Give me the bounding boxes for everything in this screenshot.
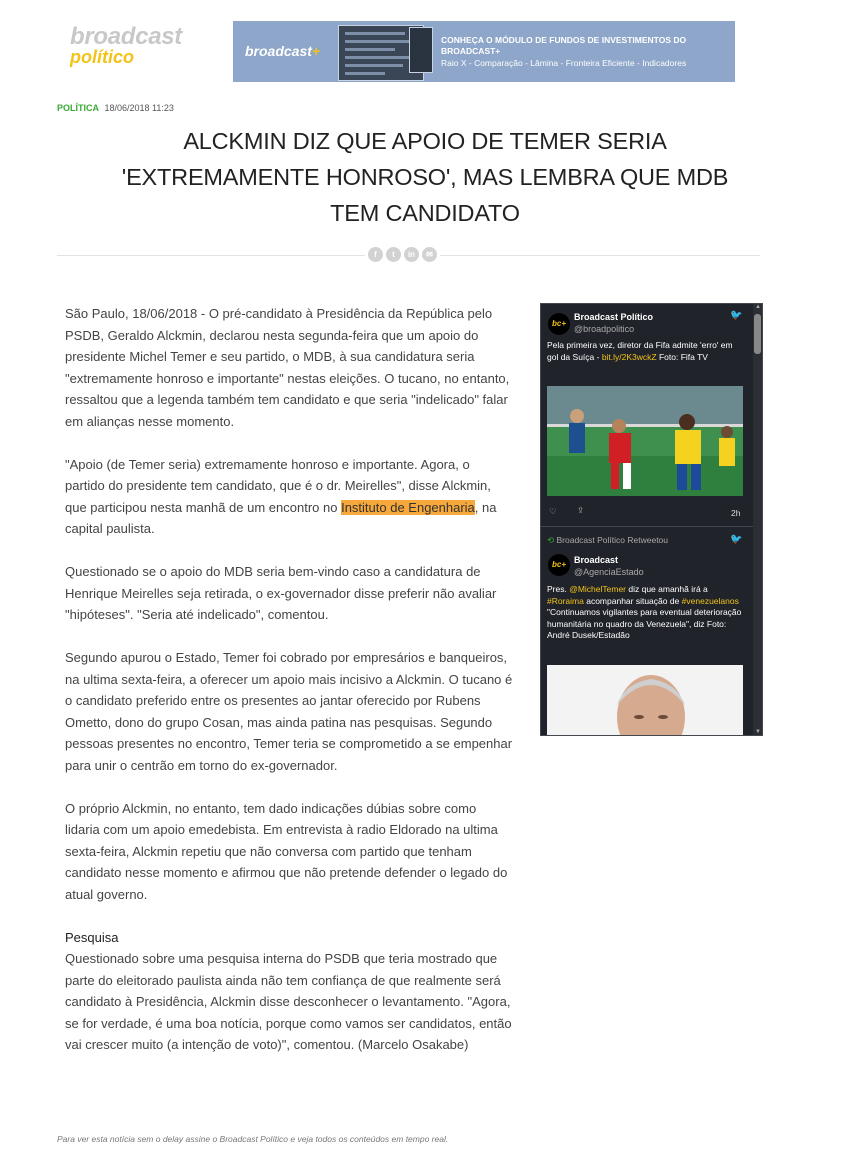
broadcast-politico-logo[interactable] xyxy=(70,23,200,67)
retweet-icon: ⟲ xyxy=(547,535,555,545)
avatar[interactable]: bc+ xyxy=(548,313,570,335)
banner-brand: broadcast+ xyxy=(245,43,321,59)
soccer-photo-image xyxy=(547,386,743,496)
share-icon[interactable]: ⇪ xyxy=(577,505,585,515)
article-title: ALCKMIN DIZ QUE APOIO DE TEMER SERIA 'EXTREMAMENTE HONROSO', MAS LEMBRA QUE MDB TEM CANDIDATO xyxy=(121,128,729,226)
logo-line1: broadcast xyxy=(70,23,183,50)
paragraph-6: Questionado sobre uma pesquisa interna do PSDB que teria mostrado que parte do eleitorado paulista ainda não tem confiança de que realmente será candidato à Presidência, Alckmin disse desconhecer o levantamento. "Agora, se for verdade, é uma boa notícia, porque como vamos ser candidatos, então vai crescer muito (a intenção de voto)", comentou. (Marcelo Osakabe) xyxy=(65,951,512,1052)
tweet-photo[interactable] xyxy=(547,665,743,736)
hashtag-link[interactable]: #Roraima xyxy=(547,595,584,606)
paragraph-2: "Apoio (de Temer seria) extremamente honroso e importante. Agora, o partido do presidente tem candidato, que é o dr. Meirelles", disse Alckmin, que participou nesta manhã de um encontro no Instituto de Engenharia, na capital paulista. xyxy=(65,456,497,536)
paragraph-4: Segundo apurou o Estado, Temer foi cobrado por empresários e banqueiros, na ultima sexta-feira, a oferecer um apoio mais incisivo a Alckmin. O tucano é o candidato preferido entre os presentes ao jantar oferecido por Rubens Ometto, dono do grupo Cosan, mas ainda patina nas pesquisas. Segundo pessoas presentes no encontro, Temer teria se comprometido a se empenhar para unir o centrão em torno do ex-governador. xyxy=(65,650,513,773)
subscribe-footer-note: Para ver esta notícia sem o delay assine o Broadcast Político e veja todos os conteúdos em tempo real. xyxy=(57,1134,449,1144)
linkedin-icon[interactable]: in xyxy=(404,247,419,262)
tweet-author-name[interactable]: Broadcast xyxy=(574,555,619,565)
scroll-up-icon[interactable]: ▲ xyxy=(755,304,761,310)
category-link[interactable]: POLÍTICA xyxy=(57,103,99,113)
article-body xyxy=(65,303,513,1056)
scrollbar-thumb[interactable] xyxy=(754,314,761,354)
banner-headline: CONHEÇA O MÓDULO DE FUNDOS DE INVESTIMENTOS DO BROADCAST+ xyxy=(441,35,687,56)
institute-highlight-link[interactable]: Instituto de Engenharia xyxy=(341,499,475,515)
paragraph-5: O próprio Alckmin, no entanto, tem dado indicações dúbias sobre como lidaria com um apoio emedebista. Em entrevista à radio Eldorado na ultima sexta-feira, Alckmin repetiu que não conversa com partido que tenham candidato nesse momento e afirmou que não pretende defender o legado do atual governo. xyxy=(65,800,508,902)
widget-scrollbar[interactable] xyxy=(753,304,762,735)
banner-subline: Raio X - Comparação - Lâmina - Fronteira Eficiente - Indicadores xyxy=(441,58,687,68)
section-subhead: Pesquisa xyxy=(65,929,119,945)
tweet-photo[interactable] xyxy=(547,386,743,496)
retweet-label: ⟲ Broadcast Político Retweetou xyxy=(547,535,669,545)
tweet-author-handle[interactable]: @broadpolitico xyxy=(574,324,635,334)
twitter-timeline-widget[interactable] xyxy=(540,303,763,736)
article-meta xyxy=(57,103,174,113)
logo-line2: político xyxy=(70,47,134,67)
twitter-bird-icon[interactable]: 🐦 xyxy=(730,310,743,321)
paragraph-1: São Paulo, 18/06/2018 - O pré-candidato à Presidência da República pelo PSDB, Geraldo Alckmin, declarou nesta segunda-feira que um apoio do presidente Michel Temer e seu partido, o MDB, à sua candidatura seria "extremamente honroso e importante" nestas eleições. O tucano, no entanto, ressaltou que a legenda também tem candidato e que seria "indelicado" falar em alianças nesse momento. xyxy=(65,306,510,429)
temer-photo-image xyxy=(547,665,743,736)
like-heart-icon[interactable]: ♡ xyxy=(549,506,557,516)
publish-datetime: 18/06/2018 11:23 xyxy=(104,103,174,113)
tweet-link[interactable]: bit.ly/2K3wckZ xyxy=(601,351,657,362)
scroll-down-icon[interactable]: ▼ xyxy=(755,729,761,735)
tweet-author-handle[interactable]: @AgenciaEstado xyxy=(574,567,644,577)
tweet-author-name[interactable]: Broadcast Político xyxy=(574,312,654,322)
banner-phone-image xyxy=(409,27,433,73)
tweet-text: Pela primeira vez, diretor da Fifa admite 'erro' em gol da Suíça - bit.ly/2K3wckZ Foto: Fifa TV xyxy=(547,340,733,362)
avatar[interactable]: bc+ xyxy=(548,554,570,576)
mention-link[interactable]: @MichelTemer xyxy=(569,584,627,594)
tweet-text: Pres. @MichelTemer diz que amanhã irá a #Roraima acompanhar situação de #venezuelanos "Continuamos vigilantes para eventual deterioração humanitária no quadro da Venezuela", diz Foto: André Dusek/Estadão xyxy=(547,584,742,640)
share-bar xyxy=(365,247,440,263)
hashtag-link[interactable]: #venezuelanos xyxy=(681,595,739,606)
email-icon[interactable]: ✉ xyxy=(422,247,437,262)
twitter-icon[interactable]: t xyxy=(386,247,401,262)
facebook-icon[interactable]: f xyxy=(368,247,383,262)
twitter-bird-icon[interactable]: 🐦 xyxy=(730,534,743,545)
fundos-ad-banner[interactable] xyxy=(233,21,735,82)
paragraph-3: Questionado se o apoio do MDB seria bem-vindo caso a candidatura de Henrique Meirelles seja retirada, o ex-governador disse preferir não avaliar "hipóteses". "Seria até indelicado", comentou. xyxy=(65,564,497,622)
tweet-time[interactable]: 2h xyxy=(731,508,741,518)
tweet-separator xyxy=(541,526,753,527)
